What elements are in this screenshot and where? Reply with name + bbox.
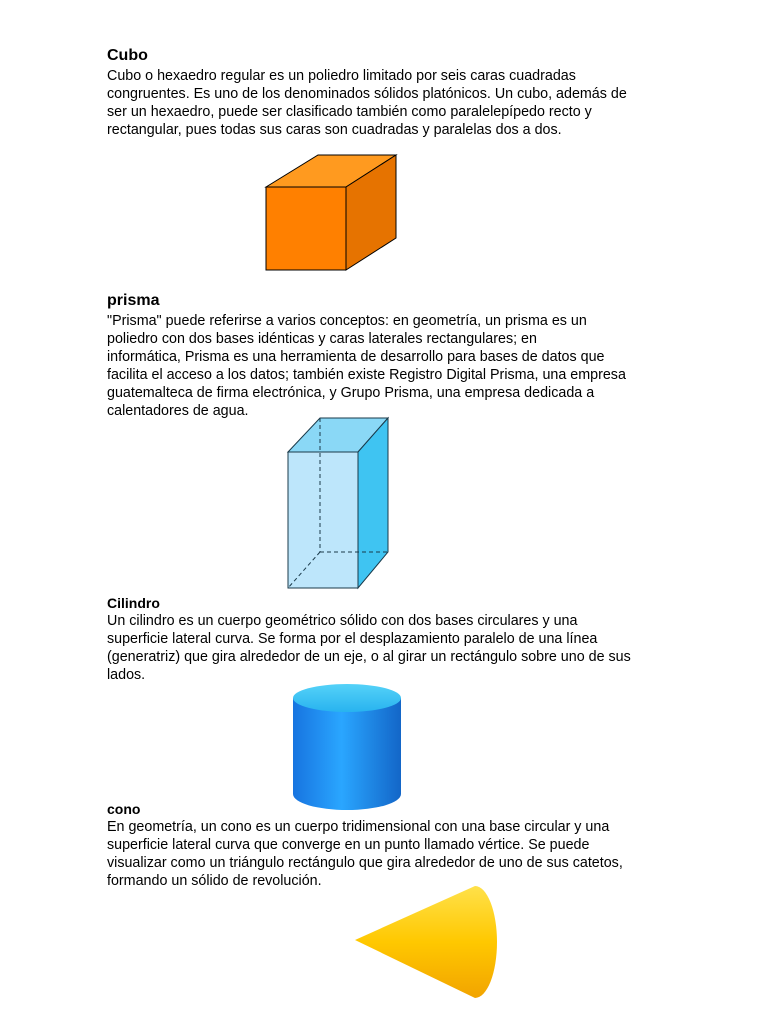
text-line: Un cilindro es un cuerpo geométrico sólido con dos bases circulares y una <box>107 613 578 629</box>
text-line: Cubo o hexaedro regular es un poliedro limitado por seis caras cuadradas <box>107 68 576 84</box>
paragraph-prisma <box>107 312 667 420</box>
text-line: informática, Prisma es una herramienta de desarrollo para bases de datos que <box>107 349 605 365</box>
paragraph-cilindro <box>107 612 667 684</box>
text-line: "Prisma" puede referirse a varios conceptos: en geometría, un prisma es un <box>107 313 587 329</box>
text-line: poliedro con dos bases idénticas y caras laterales rectangulares; en <box>107 331 537 347</box>
heading-prisma: prisma <box>107 292 160 309</box>
text-line: ser un hexaedro, puede ser clasificado también como paralelepípedo recto y <box>107 104 592 120</box>
prism-illustration <box>284 414 392 592</box>
cube-illustration <box>262 152 400 274</box>
text-line: visualizar como un triángulo rectángulo que gira alrededor de uno de sus catetos, <box>107 855 623 871</box>
text-line: congruentes. Es uno de los denominados sólidos platónicos. Un cubo, además de <box>107 86 627 102</box>
paragraph-cubo <box>107 67 667 139</box>
text-line: facilita el acceso a los datos; también existe Registro Digital Prisma, una empresa <box>107 367 626 383</box>
text-line: (generatriz) que gira alrededor de un eje, o al girar un rectángulo sobre uno de sus <box>107 649 631 665</box>
heading-cubo: Cubo <box>107 47 148 64</box>
text-line: formando un sólido de revolución. <box>107 873 322 889</box>
text-line: En geometría, un cono es un cuerpo tridimensional con una base circular y una <box>107 819 610 835</box>
heading-cono: cono <box>107 801 141 817</box>
cylinder-illustration <box>290 682 404 814</box>
text-line: lados. <box>107 667 146 683</box>
text-line: superficie lateral curva. Se forma por el desplazamiento paralelo de una línea <box>107 631 598 647</box>
text-line: superficie lateral curva que converge en un punto llamado vértice. Se puede <box>107 837 590 853</box>
heading-cilindro: Cilindro <box>107 595 160 611</box>
text-line: calentadores de agua. <box>107 403 249 419</box>
cone-illustration <box>347 880 505 1002</box>
text-line: rectangular, pues todas sus caras son cuadradas y paralelas dos a dos. <box>107 122 562 138</box>
text-line: guatemalteca de firma electrónica, y Grupo Prisma, una empresa dedicada a <box>107 385 595 401</box>
